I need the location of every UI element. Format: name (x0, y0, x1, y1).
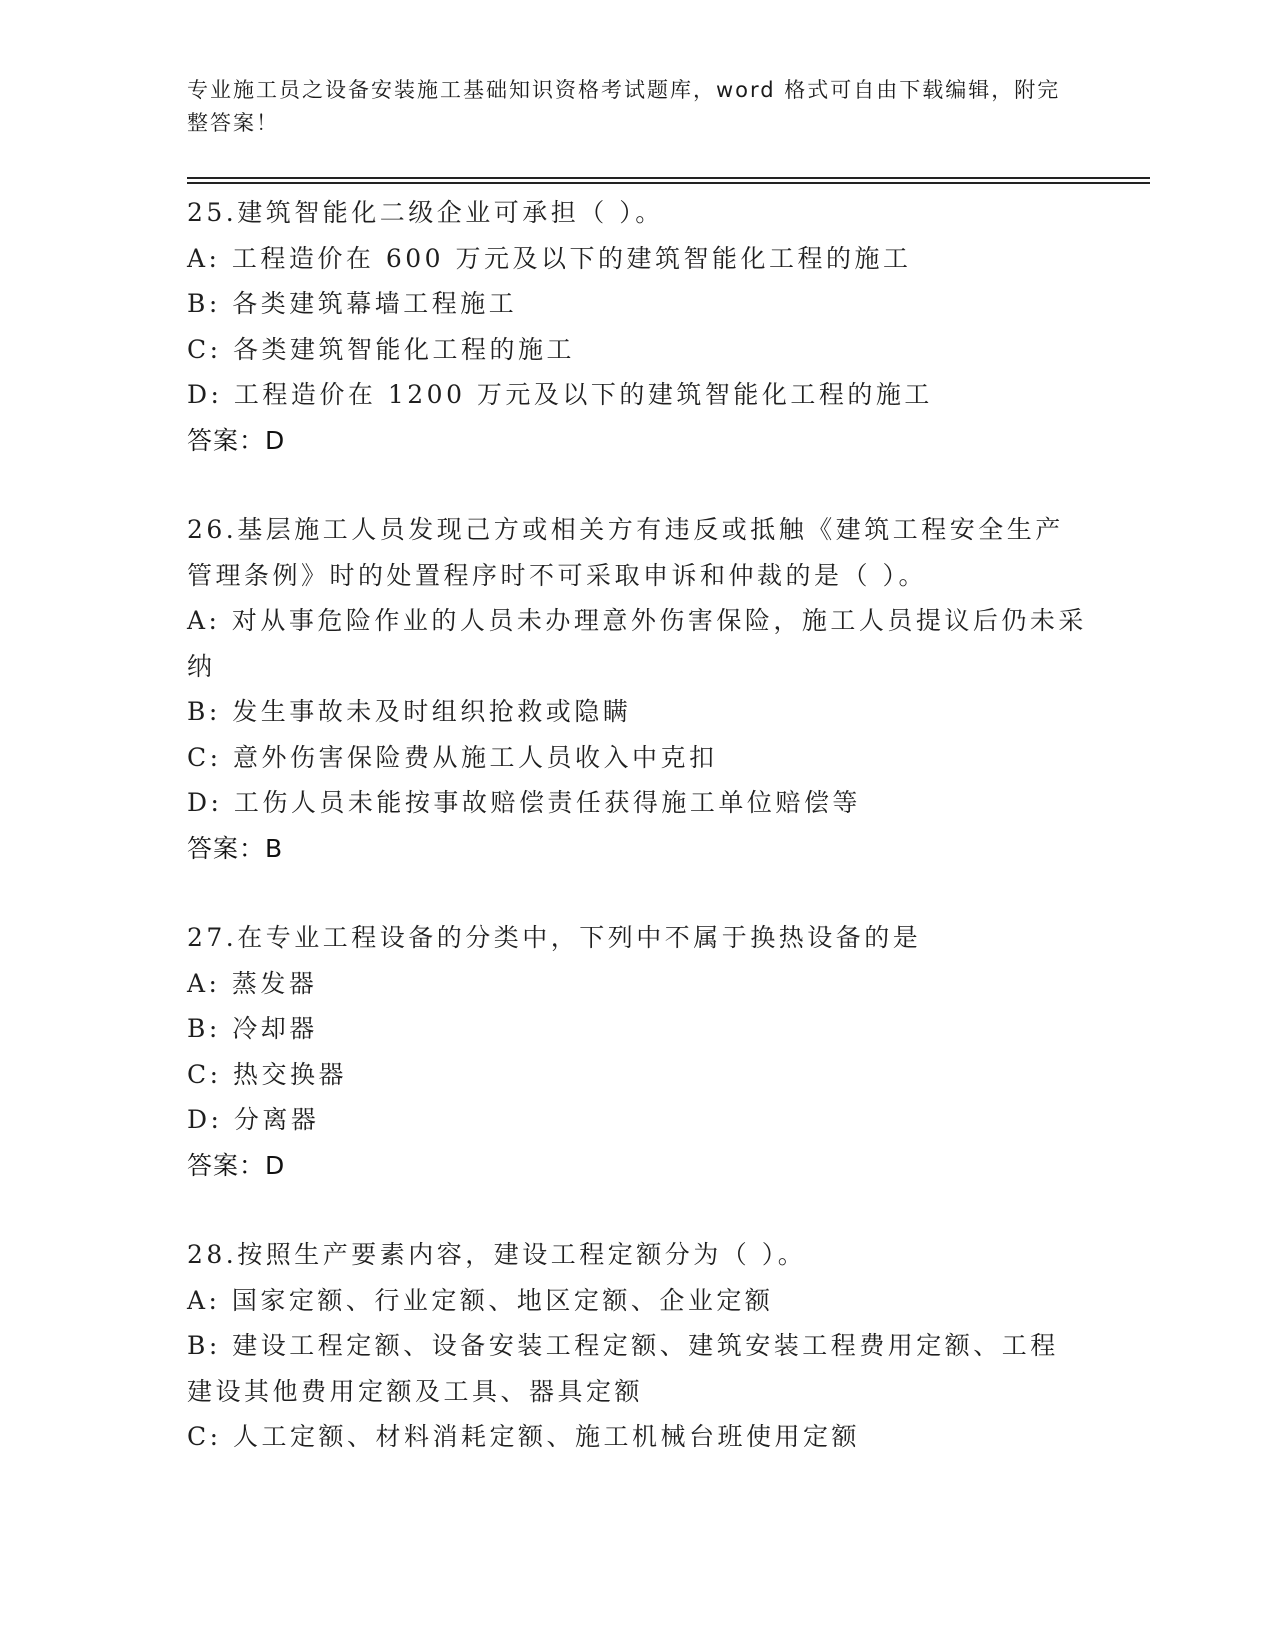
header-rule-bottom (187, 182, 1150, 184)
option-d: D: 工程造价在 1200 万元及以下的建筑智能化工程的施工 (187, 380, 933, 409)
option-a: A: 对从事危险作业的人员未办理意外伤害保险，施工人员提议后仍未采纳 (187, 606, 1087, 681)
header-rule-top (187, 177, 1150, 179)
question-stem: 26.基层施工人员发现己方或相关方有违反或抵触《建筑工程安全生产管理条例》时的处置程序时不可采取申诉和仲裁的是（ ）。 (187, 515, 1064, 590)
option-c: C: 各类建筑智能化工程的施工 (187, 334, 575, 364)
question-25 (187, 190, 1087, 463)
option-a: A: 工程造价在 600 万元及以下的建筑智能化工程的施工 (187, 243, 912, 273)
question-27 (187, 915, 1087, 1188)
option-b: B: 各类建筑幕墙工程施工 (187, 289, 518, 318)
option-d: D: 工伤人员未能按事故赔偿责任获得施工单位赔偿等 (187, 788, 861, 817)
document-header: 专业施工员之设备安装施工基础知识资格考试题库，word 格式可自由下载编辑，附完整答案！ (187, 78, 1061, 135)
question-spacer (187, 871, 1087, 915)
question-spacer (187, 1188, 1087, 1232)
answer: 答案：B (187, 833, 284, 863)
question-list (187, 190, 1087, 1460)
option-d: D: 分离器 (187, 1105, 320, 1134)
answer: 答案：D (187, 425, 286, 455)
option-c: C: 意外伤害保险费从施工人员收入中克扣 (187, 742, 718, 772)
question-stem: 25.建筑智能化二级企业可承担（ ）。 (187, 198, 664, 227)
question-spacer (187, 463, 1087, 507)
option-a: A: 国家定额、行业定额、地区定额、企业定额 (187, 1285, 774, 1315)
option-b: B: 发生事故未及时组织抢救或隐瞒 (187, 697, 632, 726)
option-b: B: 建设工程定额、设备安装工程定额、建筑安装工程费用定额、工程建设其他费用定额及工具、器具定额 (187, 1331, 1059, 1406)
question-28 (187, 1232, 1087, 1460)
answer: 答案：D (187, 1150, 286, 1180)
question-stem: 27.在专业工程设备的分类中，下列中不属于换热设备的是 (187, 923, 922, 952)
option-b: B: 冷却器 (187, 1014, 318, 1043)
option-c: C: 人工定额、材料消耗定额、施工机械台班使用定额 (187, 1422, 861, 1451)
option-c: C: 热交换器 (187, 1059, 347, 1089)
question-26 (187, 507, 1087, 871)
question-stem: 28.按照生产要素内容，建设工程定额分为（ ）。 (187, 1240, 807, 1269)
option-a: A: 蒸发器 (187, 968, 318, 998)
